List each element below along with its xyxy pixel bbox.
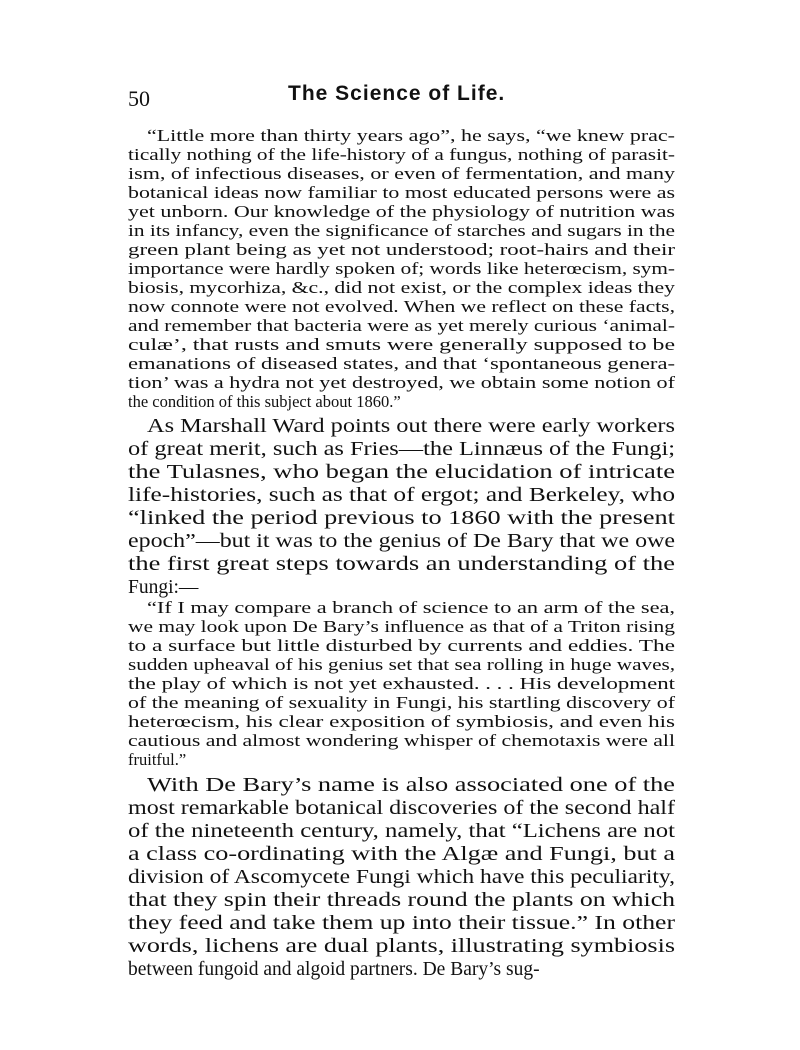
text-line: epoch”—but it was to the genius of De Bary that we owe bbox=[128, 531, 675, 552]
text-line: they feed and take them up into their tissue.” In other bbox=[128, 913, 675, 934]
text-line: between fungoid and algoid partners. De Bary’s sug- bbox=[128, 959, 540, 980]
text-line: With De Bary’s name is also associated one of the bbox=[147, 775, 675, 796]
text-line: a class co-ordinating with the Algæ and Fungi, but a bbox=[128, 844, 675, 865]
text-line: of the nineteenth century, namely, that “Lichens are not bbox=[128, 821, 675, 842]
text-line: that they spin their threads round the plants on which bbox=[128, 890, 675, 911]
text-line: of great merit, such as Fries—the Linnæus of the Fungi; bbox=[128, 439, 675, 460]
page-header bbox=[128, 82, 678, 114]
text-line: life-histories, such as that of ergot; and Berkeley, who bbox=[128, 485, 675, 506]
text-line: sudden upheaval of his genius set that sea rolling in huge waves, bbox=[128, 655, 675, 674]
text-line: yet unborn. Our knowledge of the physiology of nutrition was bbox=[128, 202, 675, 221]
text-line: culæ’, that rusts and smuts were generally supposed to be bbox=[128, 335, 675, 354]
text-line: heterœcism, his clear exposition of symbiosis, and even his bbox=[128, 712, 675, 731]
text-line: tion’ was a hydra not yet destroyed, we obtain some notion of bbox=[128, 373, 675, 392]
text-line: importance were hardly spoken of; words like heterœcism, sym- bbox=[128, 259, 675, 278]
text-line: As Marshall Ward points out there were early workers bbox=[147, 416, 675, 437]
text-line: and remember that bacteria were as yet merely curious ‘animal- bbox=[128, 316, 675, 335]
page-number: 50 bbox=[128, 86, 150, 111]
text-line: the condition of this subject about 1860.” bbox=[128, 392, 401, 411]
text-line: in its infancy, even the significance of starches and sugars in the bbox=[128, 221, 675, 240]
text-line: we may look upon De Bary’s influence as that of a Triton rising bbox=[128, 617, 675, 636]
running-title: The Science of Life. bbox=[288, 82, 506, 105]
text-line: now connote were not evolved. When we reflect on these facts, bbox=[128, 297, 675, 316]
text-line: of the meaning of sexuality in Fungi, his startling discovery of bbox=[128, 693, 675, 712]
text-line: most remarkable botanical discoveries of the second half bbox=[128, 798, 675, 819]
text-line: fruitful.” bbox=[128, 750, 187, 769]
text-line: green plant being as yet not understood; root-hairs and their bbox=[128, 240, 675, 259]
text-line: the play of which is not yet exhausted. . . . His development bbox=[128, 674, 675, 693]
text-line: words, lichens are dual plants, illustrating symbiosis bbox=[128, 936, 675, 957]
text-line: tically nothing of the life-history of a fungus, nothing of parasit- bbox=[128, 145, 675, 164]
text-line: cautious and almost wondering whisper of chemotaxis were all bbox=[128, 731, 675, 750]
text-line: Fungi:— bbox=[128, 577, 199, 598]
text-line: ism, of infectious diseases, or even of fermentation, and many bbox=[128, 164, 675, 183]
text-line: the Tulasnes, who began the elucidation of intricate bbox=[128, 462, 675, 483]
text-line: botanical ideas now familiar to most educated persons were as bbox=[128, 183, 675, 202]
text-line: “Little more than thirty years ago”, he says, “we knew prac- bbox=[147, 126, 675, 145]
text-line: division of Ascomycete Fungi which have this peculiarity, bbox=[128, 867, 675, 888]
text-line: emanations of diseased states, and that ‘spontaneous genera- bbox=[128, 354, 675, 373]
text-line: the first great steps towards an understanding of the bbox=[128, 554, 675, 575]
text-line: “If I may compare a branch of science to an arm of the sea, bbox=[147, 598, 675, 617]
text-line: to a surface but little disturbed by currents and eddies. The bbox=[128, 636, 675, 655]
text-line: biosis, mycorhiza, &c., did not exist, or the complex ideas they bbox=[128, 278, 675, 297]
text-line: “linked the period previous to 1860 with the present bbox=[128, 508, 675, 529]
